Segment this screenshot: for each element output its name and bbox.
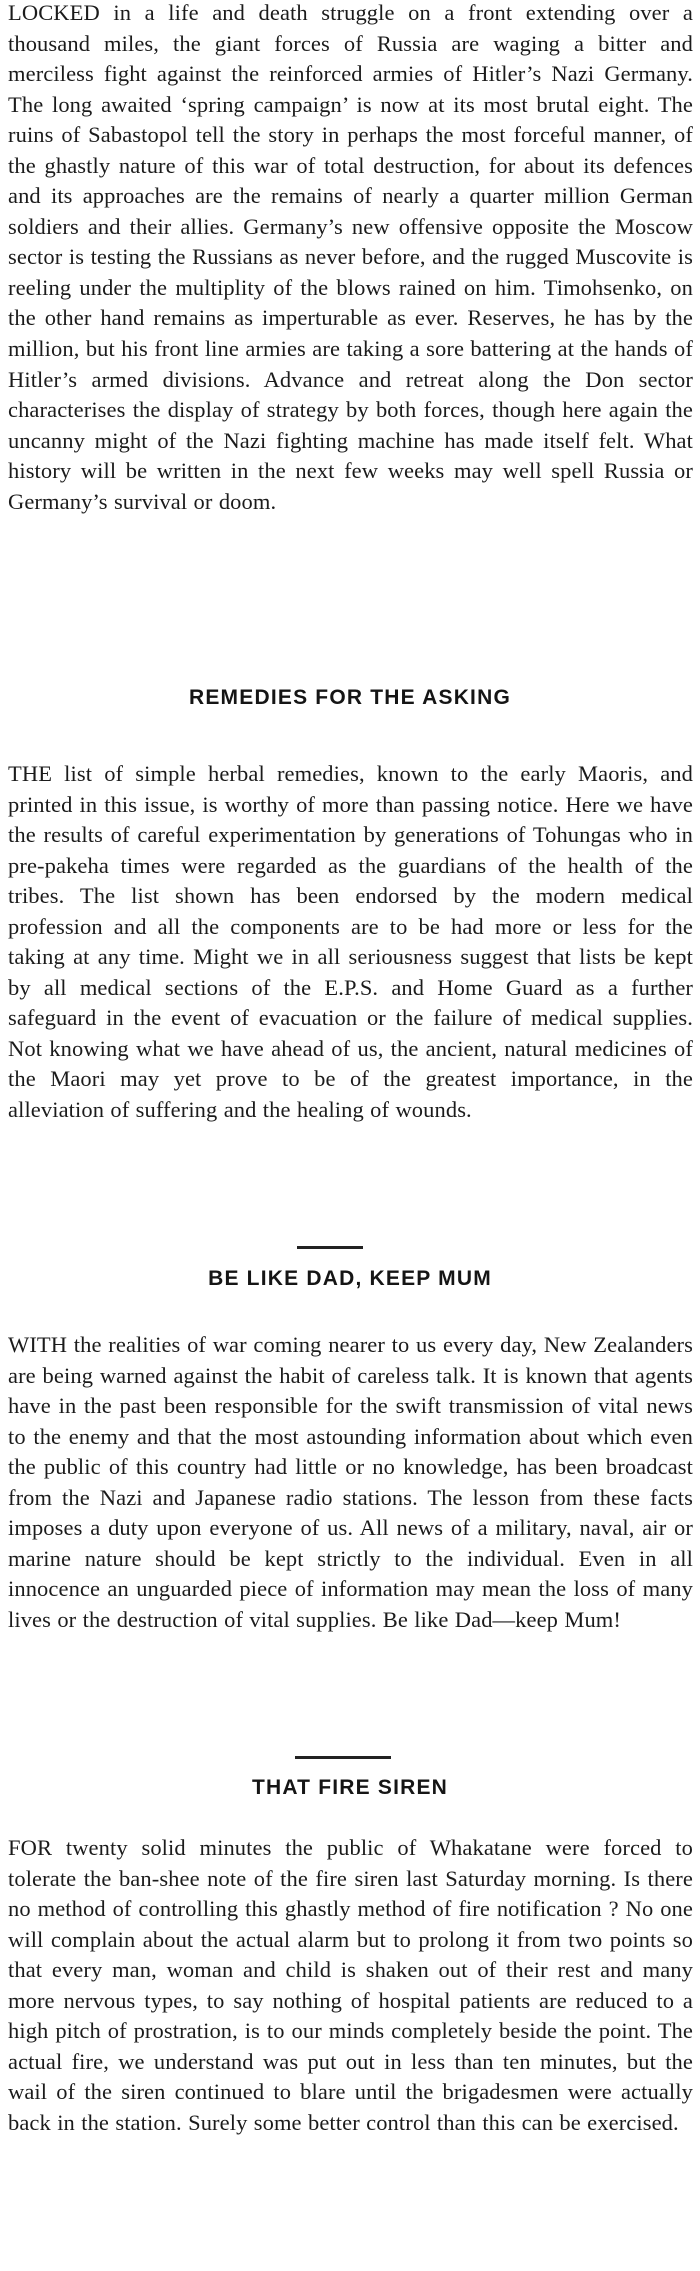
section-divider (297, 1246, 363, 1249)
article-siren-body: FOR twenty solid minutes the public of Whakatane were forced to tolerate the ban-shee note of the fire siren last Saturday morning. Is there no method of controlling this ghastly method of fire notification ? No one will complain about the actual alarm but to prolong it from two points so that every man, woman and child is shaken out of their rest and many more nervous types, to say nothing of hospital patients are reduced to a high pitch of prostration, is to our minds completely beside the point. The actual fire, we understand was put out in less than ten minutes, but the wail of the siren continued to blare until the brigadesmen were actually back in the station. Surely some better control than this can be exercised. (8, 1835, 693, 2135)
article-siren-heading: THAT FIRE SIREN (251, 1776, 449, 1799)
article-remedies-heading: REMEDIES FOR THE ASKING (188, 686, 511, 709)
article-remedies-body: THE list of simple herbal remedies, known to the early Maoris, and printed in this issue, is worthy of more than passing notice. Here we have the results of careful experimentation by generations of Tohungas who in pre-pakeha times were regarded as the guardians of the health of the tribes. The list shown has been endorsed by the modern medical profession and all the components are to be had more or less for the taking at any time. Might we in all seriousness suggest that lists be kept by all medical sections of the E.P.S. and Home Guard as a further safeguard in the event of evacuation or the failure of medical supplies. Not knowing what we have ahead of us, the ancient, natural medicines of the Maori may yet prove to be of the greatest importance, in the alleviation of suffering and the healing of wounds. (8, 761, 693, 1123)
article-dad-heading: BE LIKE DAD, KEEP MUM (208, 1267, 492, 1290)
section-divider (295, 1756, 391, 1759)
article-russia-body: LOCKED in a life and death struggle on a front extending over a thousand miles, the giant forces of Russia are waging a bitter and merciless fight against the reinforced armies of Hitler’s Nazi Germany. The long awaited ‘spring campaign’ is now at its most brutal eight. The ruins of Sabastopol tell the story in perhaps the most forceful manner, of the ghastly nature of this war of total destruction, for about its defences and its approaches are the remains of nearly a quarter million German soldiers and their allies. Germany’s new offensive opposite the Moscow sector is testing the Russians as never before, and the rugged Muscovite is reeling under the multiplity of the blows rained on him. Timohsenko, on the other hand remains as imperturable as ever. Reserves, he has by the million, but his front line armies are taking a sore battering at the hands of Hitler’s armed divisions. Advance and retreat along the Don sector characterises the display of strategy by both forces, though here again the uncanny might of the Nazi fighting machine has made itself felt. What history will be written in the next few weeks may well spell Russia or Germany’s survival or doom. (8, 0, 693, 514)
article-dad-body: WITH the realities of war coming nearer to us every day, New Zealanders are being warned against the habit of careless talk. It is known that agents have in the past been responsible for the swift transmission of vital news to the enemy and that the most astounding information about which even the public of this country had little or no knowledge, has been broadcast from the Nazi and Japanese radio stations. The lesson from these facts imposes a duty upon everyone of us. All news of a military, naval, air or marine nature should be kept strictly to the individual. Even in all innocence an unguarded piece of information may mean the loss of many lives or the destruction of vital supplies. Be like Dad—keep Mum! (8, 1332, 693, 1632)
